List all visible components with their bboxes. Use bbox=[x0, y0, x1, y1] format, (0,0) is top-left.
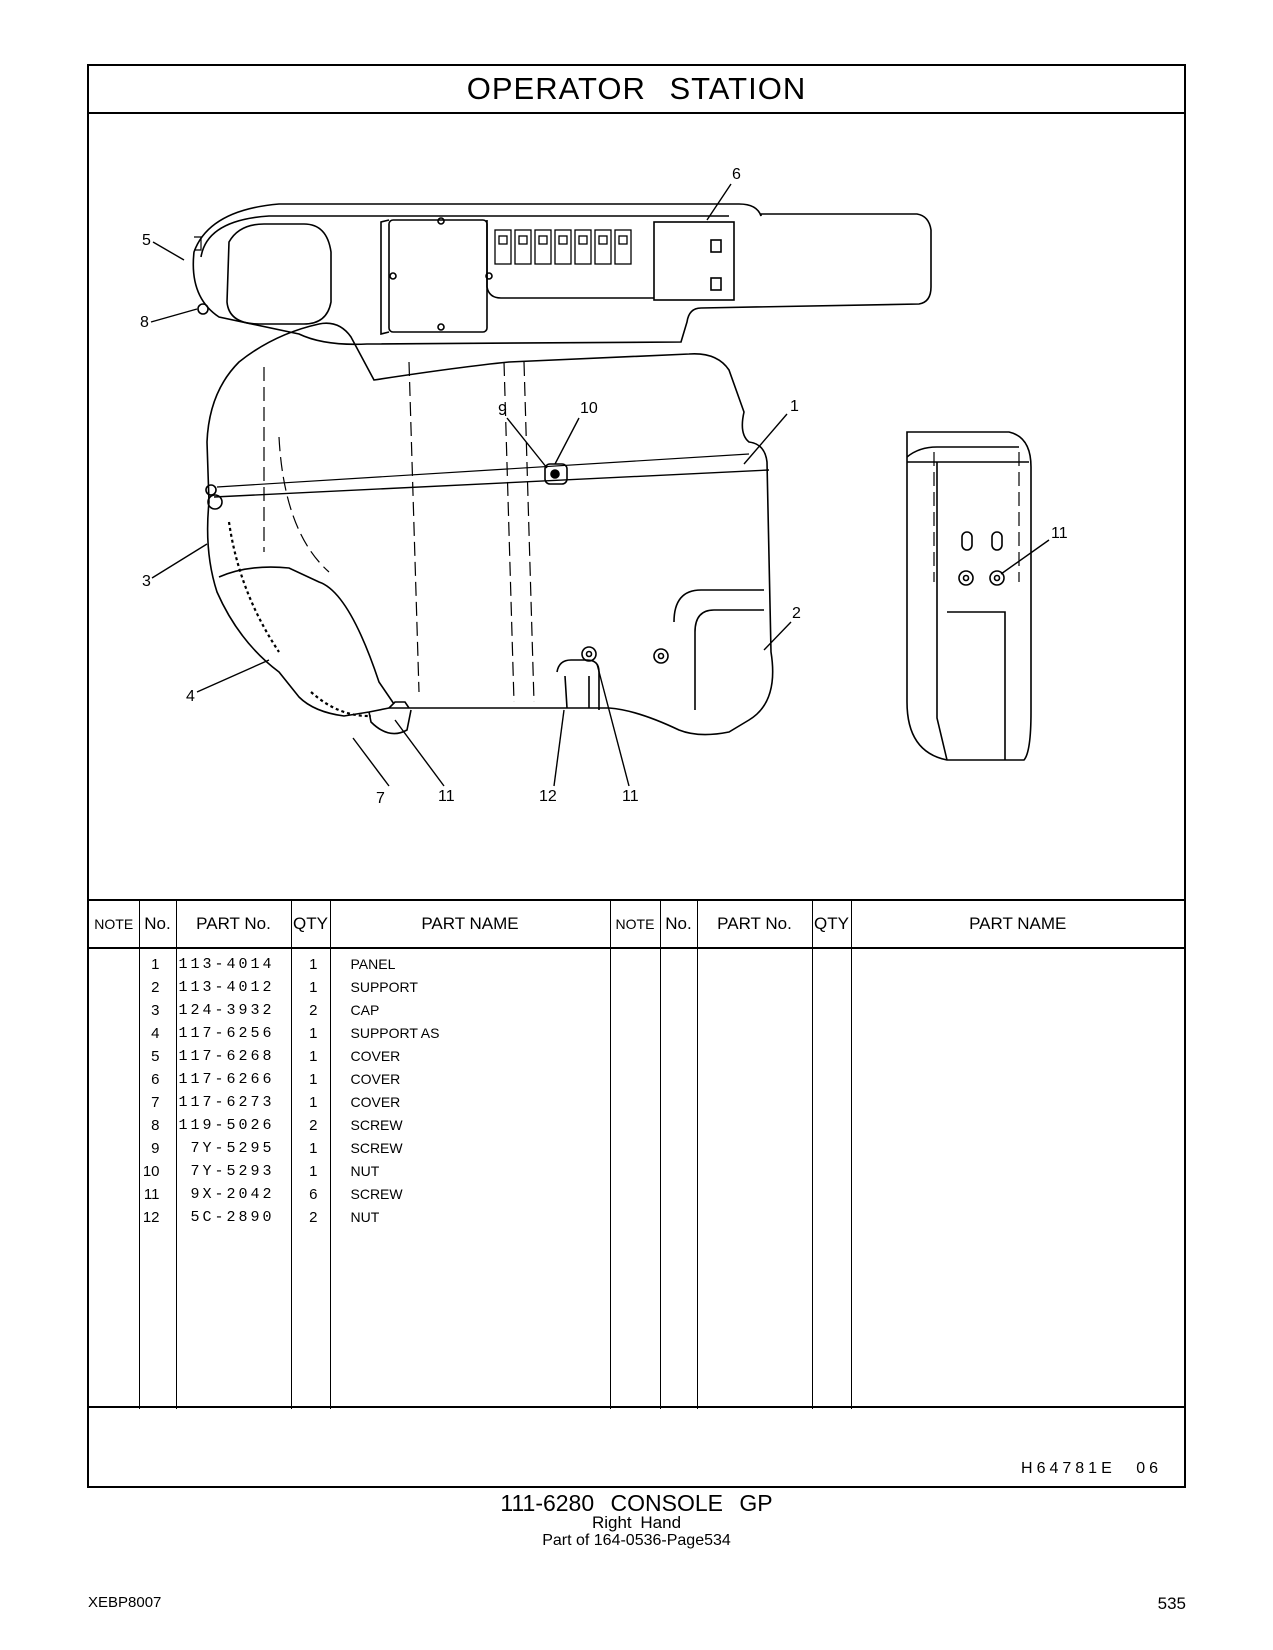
table-cell: 11 bbox=[143, 1186, 160, 1203]
part-number-column-2 bbox=[697, 948, 812, 1409]
console-end-view bbox=[907, 432, 1031, 760]
table-cell: 9 bbox=[151, 1140, 160, 1157]
table-cell: COVER bbox=[350, 1071, 401, 1087]
group-subtitle: Right Hand bbox=[591, 1513, 682, 1532]
table-cell: COVER bbox=[350, 1094, 401, 1110]
table-cell: 5C-2890 bbox=[190, 1209, 275, 1226]
header-note-2: NOTE bbox=[610, 900, 660, 948]
table-cell: SCREW bbox=[350, 1117, 403, 1133]
table-cell: SUPPORT AS bbox=[350, 1025, 440, 1041]
table-cell: 4 bbox=[151, 1025, 160, 1042]
table-cell: 7Y-5293 bbox=[190, 1163, 275, 1180]
callout-11-end-view: 11 bbox=[1051, 525, 1068, 542]
callout-9: 9 bbox=[498, 402, 507, 419]
reference-box bbox=[89, 1406, 1184, 1488]
callout-7: 7 bbox=[376, 790, 385, 807]
page-number: 535 bbox=[1157, 1594, 1186, 1613]
reference-code: H64781E 06 bbox=[1021, 1460, 1162, 1477]
callout-4: 4 bbox=[186, 688, 195, 705]
table-cell: 2 bbox=[309, 1117, 318, 1134]
header-part-name-2: PART NAME bbox=[851, 900, 1184, 948]
callout-12: 12 bbox=[539, 788, 557, 805]
table-cell: 1 bbox=[309, 979, 318, 996]
header-qty: QTY bbox=[291, 900, 330, 948]
header-qty-2: QTY bbox=[812, 900, 851, 948]
document-id: XEBP8007 bbox=[88, 1594, 162, 1611]
table-cell: 9X-2042 bbox=[190, 1186, 275, 1203]
header-no-2: No. bbox=[660, 900, 697, 948]
part-name-column bbox=[330, 948, 610, 1409]
table-cell: 124-3932 bbox=[178, 1002, 275, 1019]
table-cell: 1 bbox=[309, 1163, 318, 1180]
callout-2: 2 bbox=[792, 605, 801, 622]
table-cell: SCREW bbox=[350, 1140, 403, 1156]
table-cell: CAP bbox=[350, 1002, 380, 1018]
note-column-2 bbox=[610, 948, 660, 1409]
table-cell: 7 bbox=[151, 1094, 160, 1111]
callout-leader-lines bbox=[151, 184, 1049, 786]
callout-11-bottom-right: 11 bbox=[622, 788, 639, 805]
table-cell: NUT bbox=[350, 1209, 380, 1225]
table-cell: 117-6256 bbox=[178, 1025, 275, 1042]
callout-6: 6 bbox=[732, 166, 741, 183]
quantity-column-2 bbox=[812, 948, 851, 1409]
table-header-row bbox=[89, 900, 1184, 948]
table-cell: 1 bbox=[309, 1048, 318, 1065]
table-cell: 3 bbox=[151, 1002, 160, 1019]
header-note: NOTE bbox=[89, 900, 139, 948]
console-drawing bbox=[89, 112, 1184, 899]
table-cell: 1 bbox=[309, 956, 318, 973]
table-cell: 1 bbox=[309, 1071, 318, 1088]
item-number-column-2 bbox=[660, 948, 697, 1409]
table-cell: 1 bbox=[151, 956, 160, 973]
item-number-column bbox=[139, 948, 176, 1409]
table-cell: 2 bbox=[309, 1002, 318, 1019]
callout-5: 5 bbox=[142, 232, 151, 249]
table-cell: 5 bbox=[151, 1048, 160, 1065]
header-no: No. bbox=[139, 900, 176, 948]
page-title: OPERATOR STATION bbox=[89, 66, 1184, 114]
table-cell: COVER bbox=[350, 1048, 401, 1064]
part-name-column-2 bbox=[851, 948, 1184, 1409]
table-cell: 1 bbox=[309, 1140, 318, 1157]
quantity-column bbox=[291, 948, 330, 1409]
header-part-no: PART No. bbox=[176, 900, 291, 948]
note-column bbox=[89, 948, 139, 1409]
callout-1: 1 bbox=[790, 398, 799, 415]
group-reference: Part of 164-0536-Page534 bbox=[542, 1532, 731, 1549]
table-cell: 117-6273 bbox=[178, 1094, 275, 1111]
callout-10: 10 bbox=[580, 400, 598, 417]
table-cell: 2 bbox=[309, 1209, 318, 1226]
callout-8: 8 bbox=[140, 314, 149, 331]
console-side-view bbox=[207, 323, 773, 734]
header-part-name: PART NAME bbox=[330, 900, 610, 948]
table-cell: PANEL bbox=[350, 956, 396, 972]
exploded-view-illustration bbox=[89, 112, 1184, 899]
part-number-column bbox=[176, 948, 291, 1409]
table-cell: 119-5026 bbox=[178, 1117, 275, 1134]
callout-11-bottom-left: 11 bbox=[438, 788, 455, 805]
table-cell: NUT bbox=[350, 1163, 380, 1179]
table-cell: 8 bbox=[151, 1117, 160, 1134]
table-cell: 6 bbox=[151, 1071, 160, 1088]
table-cell: 6 bbox=[309, 1186, 318, 1203]
callout-3: 3 bbox=[142, 573, 151, 590]
parts-page-frame bbox=[87, 64, 1186, 1488]
table-cell: 113-4014 bbox=[178, 956, 275, 973]
table-body-row bbox=[89, 948, 1184, 1409]
table-cell: 7Y-5295 bbox=[190, 1140, 275, 1157]
table-cell: 1 bbox=[309, 1094, 318, 1111]
table-cell: 117-6268 bbox=[178, 1048, 275, 1065]
parts-list-table bbox=[89, 899, 1184, 1409]
group-title: 111-6280 CONSOLE GP bbox=[500, 1490, 773, 1516]
table-cell: 113-4012 bbox=[178, 979, 275, 996]
table-cell: SUPPORT bbox=[350, 979, 418, 995]
table-cell: 12 bbox=[142, 1209, 160, 1226]
table-cell: SCREW bbox=[350, 1186, 403, 1202]
header-part-no-2: PART No. bbox=[697, 900, 812, 948]
table-cell: 10 bbox=[142, 1163, 160, 1180]
table-cell: 117-6266 bbox=[178, 1071, 275, 1088]
table-cell: 2 bbox=[151, 979, 160, 996]
table-cell: 1 bbox=[309, 1025, 318, 1042]
